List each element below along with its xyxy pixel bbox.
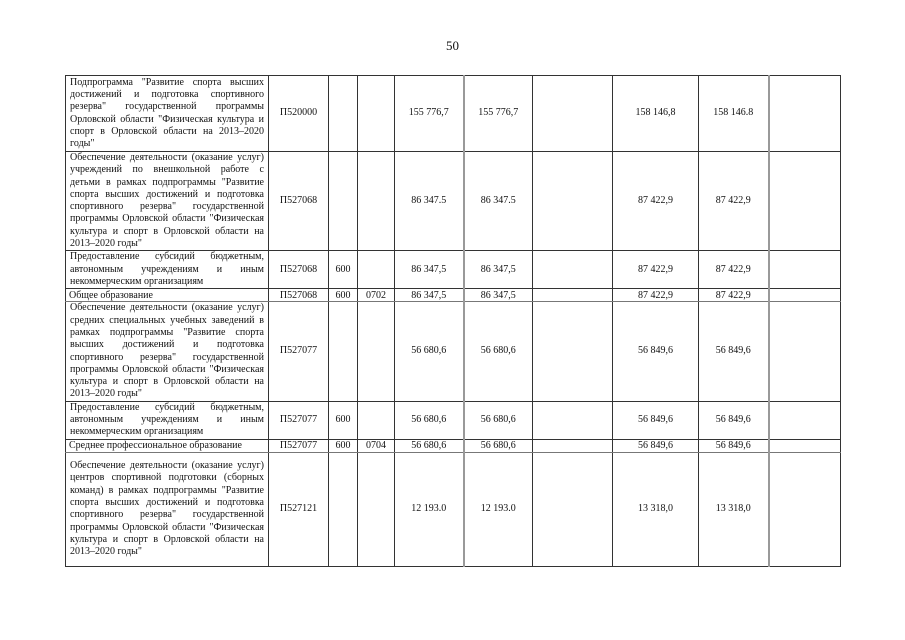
row-value-6 bbox=[769, 439, 841, 452]
row-value-4: 56 849,6 bbox=[613, 439, 699, 452]
row-section: 0704 bbox=[358, 439, 395, 452]
row-expense-type bbox=[329, 76, 358, 152]
row-value-2: 86 347,5 bbox=[464, 289, 533, 302]
row-expense-type: 600 bbox=[329, 401, 358, 439]
row-section: 0702 bbox=[358, 289, 395, 302]
table-row bbox=[66, 452, 841, 566]
row-value-3 bbox=[533, 452, 613, 566]
table-row bbox=[66, 76, 841, 152]
row-expense-type bbox=[329, 152, 358, 251]
row-value-5: 158 146.8 bbox=[699, 76, 769, 152]
row-section bbox=[358, 251, 395, 289]
row-value-3 bbox=[533, 251, 613, 289]
row-value-6 bbox=[769, 152, 841, 251]
row-code: П527077 bbox=[269, 302, 329, 401]
row-code: П527068 bbox=[269, 289, 329, 302]
row-value-1: 56 680,6 bbox=[395, 401, 464, 439]
row-section bbox=[358, 302, 395, 401]
table-row bbox=[66, 439, 841, 452]
row-value-6 bbox=[769, 251, 841, 289]
row-code: П527077 bbox=[269, 439, 329, 452]
row-expense-type: 600 bbox=[329, 251, 358, 289]
row-value-1: 56 680,6 bbox=[395, 302, 464, 401]
row-name: Общее образование bbox=[66, 289, 269, 302]
row-value-3 bbox=[533, 439, 613, 452]
row-code: П527068 bbox=[269, 152, 329, 251]
row-name: Предоставление субсидий бюджетным, автономным учреждениям и иным некоммерческим организациям bbox=[66, 401, 269, 439]
row-section bbox=[358, 76, 395, 152]
row-value-4: 13 318,0 bbox=[613, 452, 699, 566]
row-value-6 bbox=[769, 289, 841, 302]
table-row bbox=[66, 302, 841, 401]
row-value-5: 87 422,9 bbox=[699, 152, 769, 251]
row-section bbox=[358, 452, 395, 566]
row-section bbox=[358, 401, 395, 439]
row-value-2: 56 680,6 bbox=[464, 302, 533, 401]
row-value-2: 86 347,5 bbox=[464, 251, 533, 289]
table-row bbox=[66, 289, 841, 302]
row-name: Среднее профессиональное образование bbox=[66, 439, 269, 452]
row-value-3 bbox=[533, 302, 613, 401]
row-name: Предоставление субсидий бюджетным, автономным учреждениям и иным некоммерческим организациям bbox=[66, 251, 269, 289]
row-value-1: 86 347.5 bbox=[395, 152, 464, 251]
row-value-6 bbox=[769, 302, 841, 401]
row-value-3 bbox=[533, 76, 613, 152]
row-code: П520000 bbox=[269, 76, 329, 152]
row-code: П527068 bbox=[269, 251, 329, 289]
row-name: Обеспечение деятельности (оказание услуг) центров спортивной подготовки (сборных команд) в рамках подпрограммы "Развитие спорта высших достижений и подготовка спортивного резерва" государственной программы Орловской области "Физическая культура и спорт в Орловской области на 2013–2020 годы" bbox=[66, 452, 269, 566]
row-name: Обеспечение деятельности (оказание услуг) средних специальных учебных заведений в рамках подпрограммы "Развитие спорта высших достижений и подготовка спортивного резерва" государственной программы Орловской области "Физическая культура и спорт в Орловской области на 2013–2020 годы" bbox=[66, 302, 269, 401]
row-name: Обеспечение деятельности (оказание услуг) учреждений по внешкольной работе с детьми в рамках подпрограммы "Развитие спорта высших достижений и подготовка спортивного резерва" государственной программы Орловской области "Физическая культура и спорт в Орловской области на 2013–2020 годы" bbox=[66, 152, 269, 251]
row-value-4: 56 849,6 bbox=[613, 401, 699, 439]
row-code: П527121 bbox=[269, 452, 329, 566]
row-value-1: 56 680,6 bbox=[395, 439, 464, 452]
row-value-4: 158 146,8 bbox=[613, 76, 699, 152]
row-value-4: 87 422,9 bbox=[613, 251, 699, 289]
budget-table bbox=[65, 75, 841, 567]
row-value-3 bbox=[533, 289, 613, 302]
table-row bbox=[66, 251, 841, 289]
row-code: П527077 bbox=[269, 401, 329, 439]
row-value-3 bbox=[533, 401, 613, 439]
row-name: Подпрограмма "Развитие спорта высших достижений и подготовка спортивного резерва" государственной программы Орловской области "Физическая культура и спорт в Орловской области на 2013–2020 годы" bbox=[66, 76, 269, 152]
row-value-1: 155 776,7 bbox=[395, 76, 464, 152]
row-expense-type bbox=[329, 302, 358, 401]
row-value-5: 56 849,6 bbox=[699, 401, 769, 439]
row-value-2: 12 193.0 bbox=[464, 452, 533, 566]
row-value-6 bbox=[769, 76, 841, 152]
row-value-5: 56 849,6 bbox=[699, 439, 769, 452]
row-value-5: 56 849,6 bbox=[699, 302, 769, 401]
row-value-2: 56 680,6 bbox=[464, 401, 533, 439]
row-value-1: 86 347,5 bbox=[395, 289, 464, 302]
row-value-3 bbox=[533, 152, 613, 251]
row-expense-type: 600 bbox=[329, 289, 358, 302]
row-value-4: 87 422,9 bbox=[613, 152, 699, 251]
table-row bbox=[66, 401, 841, 439]
row-value-1: 86 347,5 bbox=[395, 251, 464, 289]
row-expense-type bbox=[329, 452, 358, 566]
row-value-6 bbox=[769, 401, 841, 439]
row-expense-type: 600 bbox=[329, 439, 358, 452]
row-value-5: 87 422,9 bbox=[699, 251, 769, 289]
row-value-4: 56 849,6 bbox=[613, 302, 699, 401]
row-value-2: 155 776,7 bbox=[464, 76, 533, 152]
row-value-1: 12 193.0 bbox=[395, 452, 464, 566]
table-row bbox=[66, 152, 841, 251]
page-number: 50 bbox=[446, 38, 459, 53]
row-value-4: 87 422,9 bbox=[613, 289, 699, 302]
row-value-6 bbox=[769, 452, 841, 566]
row-value-2: 86 347.5 bbox=[464, 152, 533, 251]
row-value-5: 87 422,9 bbox=[699, 289, 769, 302]
row-section bbox=[358, 152, 395, 251]
row-value-5: 13 318,0 bbox=[699, 452, 769, 566]
row-value-2: 56 680,6 bbox=[464, 439, 533, 452]
